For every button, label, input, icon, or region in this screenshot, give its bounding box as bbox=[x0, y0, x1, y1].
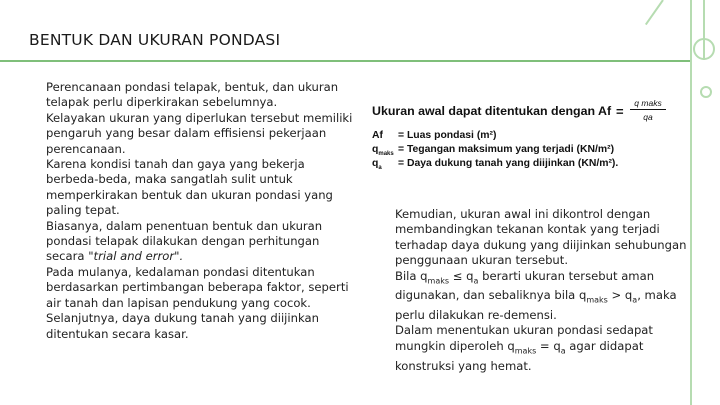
title-underline bbox=[0, 60, 690, 62]
formula-symbol: q bbox=[372, 158, 379, 169]
right-text-column bbox=[395, 207, 695, 374]
formula-row-af bbox=[372, 130, 496, 143]
formula-definition: = Daya dukung tanah yang diijinkan (KN/m²). bbox=[398, 158, 619, 169]
formula-symbol: Af bbox=[372, 130, 383, 141]
right-paragraph-2: Bila $q_{maks} \le q_a$ berarti ukuran tersebut aman digunakan, dan sebaliknya bila $q_{maks} > q_a$, maka perlu dilakukan re-demensi. bbox=[395, 268, 677, 323]
formula-fraction bbox=[630, 98, 666, 122]
paragraph-4-text: Biasanya, dalam penentuan bentuk dan ukuran pondasi telapak dilakukan dengan perhitungan secara bbox=[46, 218, 323, 264]
formula-row-qmaks: $q_{maks}$ = Tegangan maksimum yang terjadi (KN/m²) bbox=[372, 144, 615, 158]
formula-heading: Ukuran awal dapat ditentukan dengan Af bbox=[372, 104, 612, 118]
trial-and-error-text: "trial and error". bbox=[88, 249, 184, 264]
formula-equals: = bbox=[616, 104, 624, 119]
formula-symbol: q bbox=[372, 144, 379, 155]
formula-numerator: q maks bbox=[630, 98, 666, 110]
formula-definition: = Tegangan maksimum yang terjadi (KN/m²) bbox=[398, 144, 615, 155]
paragraph-1: Perencanaan pondasi telapak, bentuk, dan ukuran telapak perlu diperkirakan sebelumnya. bbox=[46, 80, 339, 110]
formula-denominator: qa bbox=[643, 112, 653, 122]
formula-box bbox=[370, 100, 670, 172]
paragraph-4 bbox=[46, 219, 356, 265]
paragraph-2: Kelayakan ukuran yang diperlukan tersebut memiliki pengaruh yang besar dalam effisiensi pekerjaan perencanaan. bbox=[46, 110, 353, 156]
paragraph-3: Karena kondisi tanah dan gaya yang bekerja berbeda-beda, maka sangatlah sulit untuk memperkirakan bentuk dan ukuran pondasi yang paling tepat. bbox=[46, 157, 333, 218]
right-paragraph-1: Kemudian, ukuran awal ini dikontrol dengan membandingkan tekanan kontak yang terjadi terhadap daya dukung yang diijinkan sehubungan penggunaan ukuran tersebut. bbox=[395, 207, 687, 268]
decorative-circle-small bbox=[700, 86, 712, 98]
left-text-column bbox=[46, 80, 356, 342]
decorative-circle bbox=[693, 38, 715, 60]
paragraph-5: Pada mulanya, kedalaman pondasi ditentukan berdasarkan pertimbangan beberapa faktor, seperti air tanah dan lapisan pendukung yang cocok. Selanjutnya, daya dukung tanah yang diijinkan ditentukan secara kasar. bbox=[46, 264, 349, 341]
right-paragraph-3: Dalam menentukan ukuran pondasi sedapat mungkin diperoleh $q_{maks} = q_a$ agar didapat konstruksi yang hemat. bbox=[395, 323, 653, 373]
formula-definition: = Luas pondasi (m²) bbox=[398, 130, 497, 141]
formula-row-qa: $q_a$ = Daya dukung tanah yang diijinkan (KN/m²). bbox=[372, 158, 619, 172]
page-title: BENTUK DAN UKURAN PONDASI bbox=[29, 31, 281, 49]
decorative-line-3 bbox=[645, 0, 664, 25]
